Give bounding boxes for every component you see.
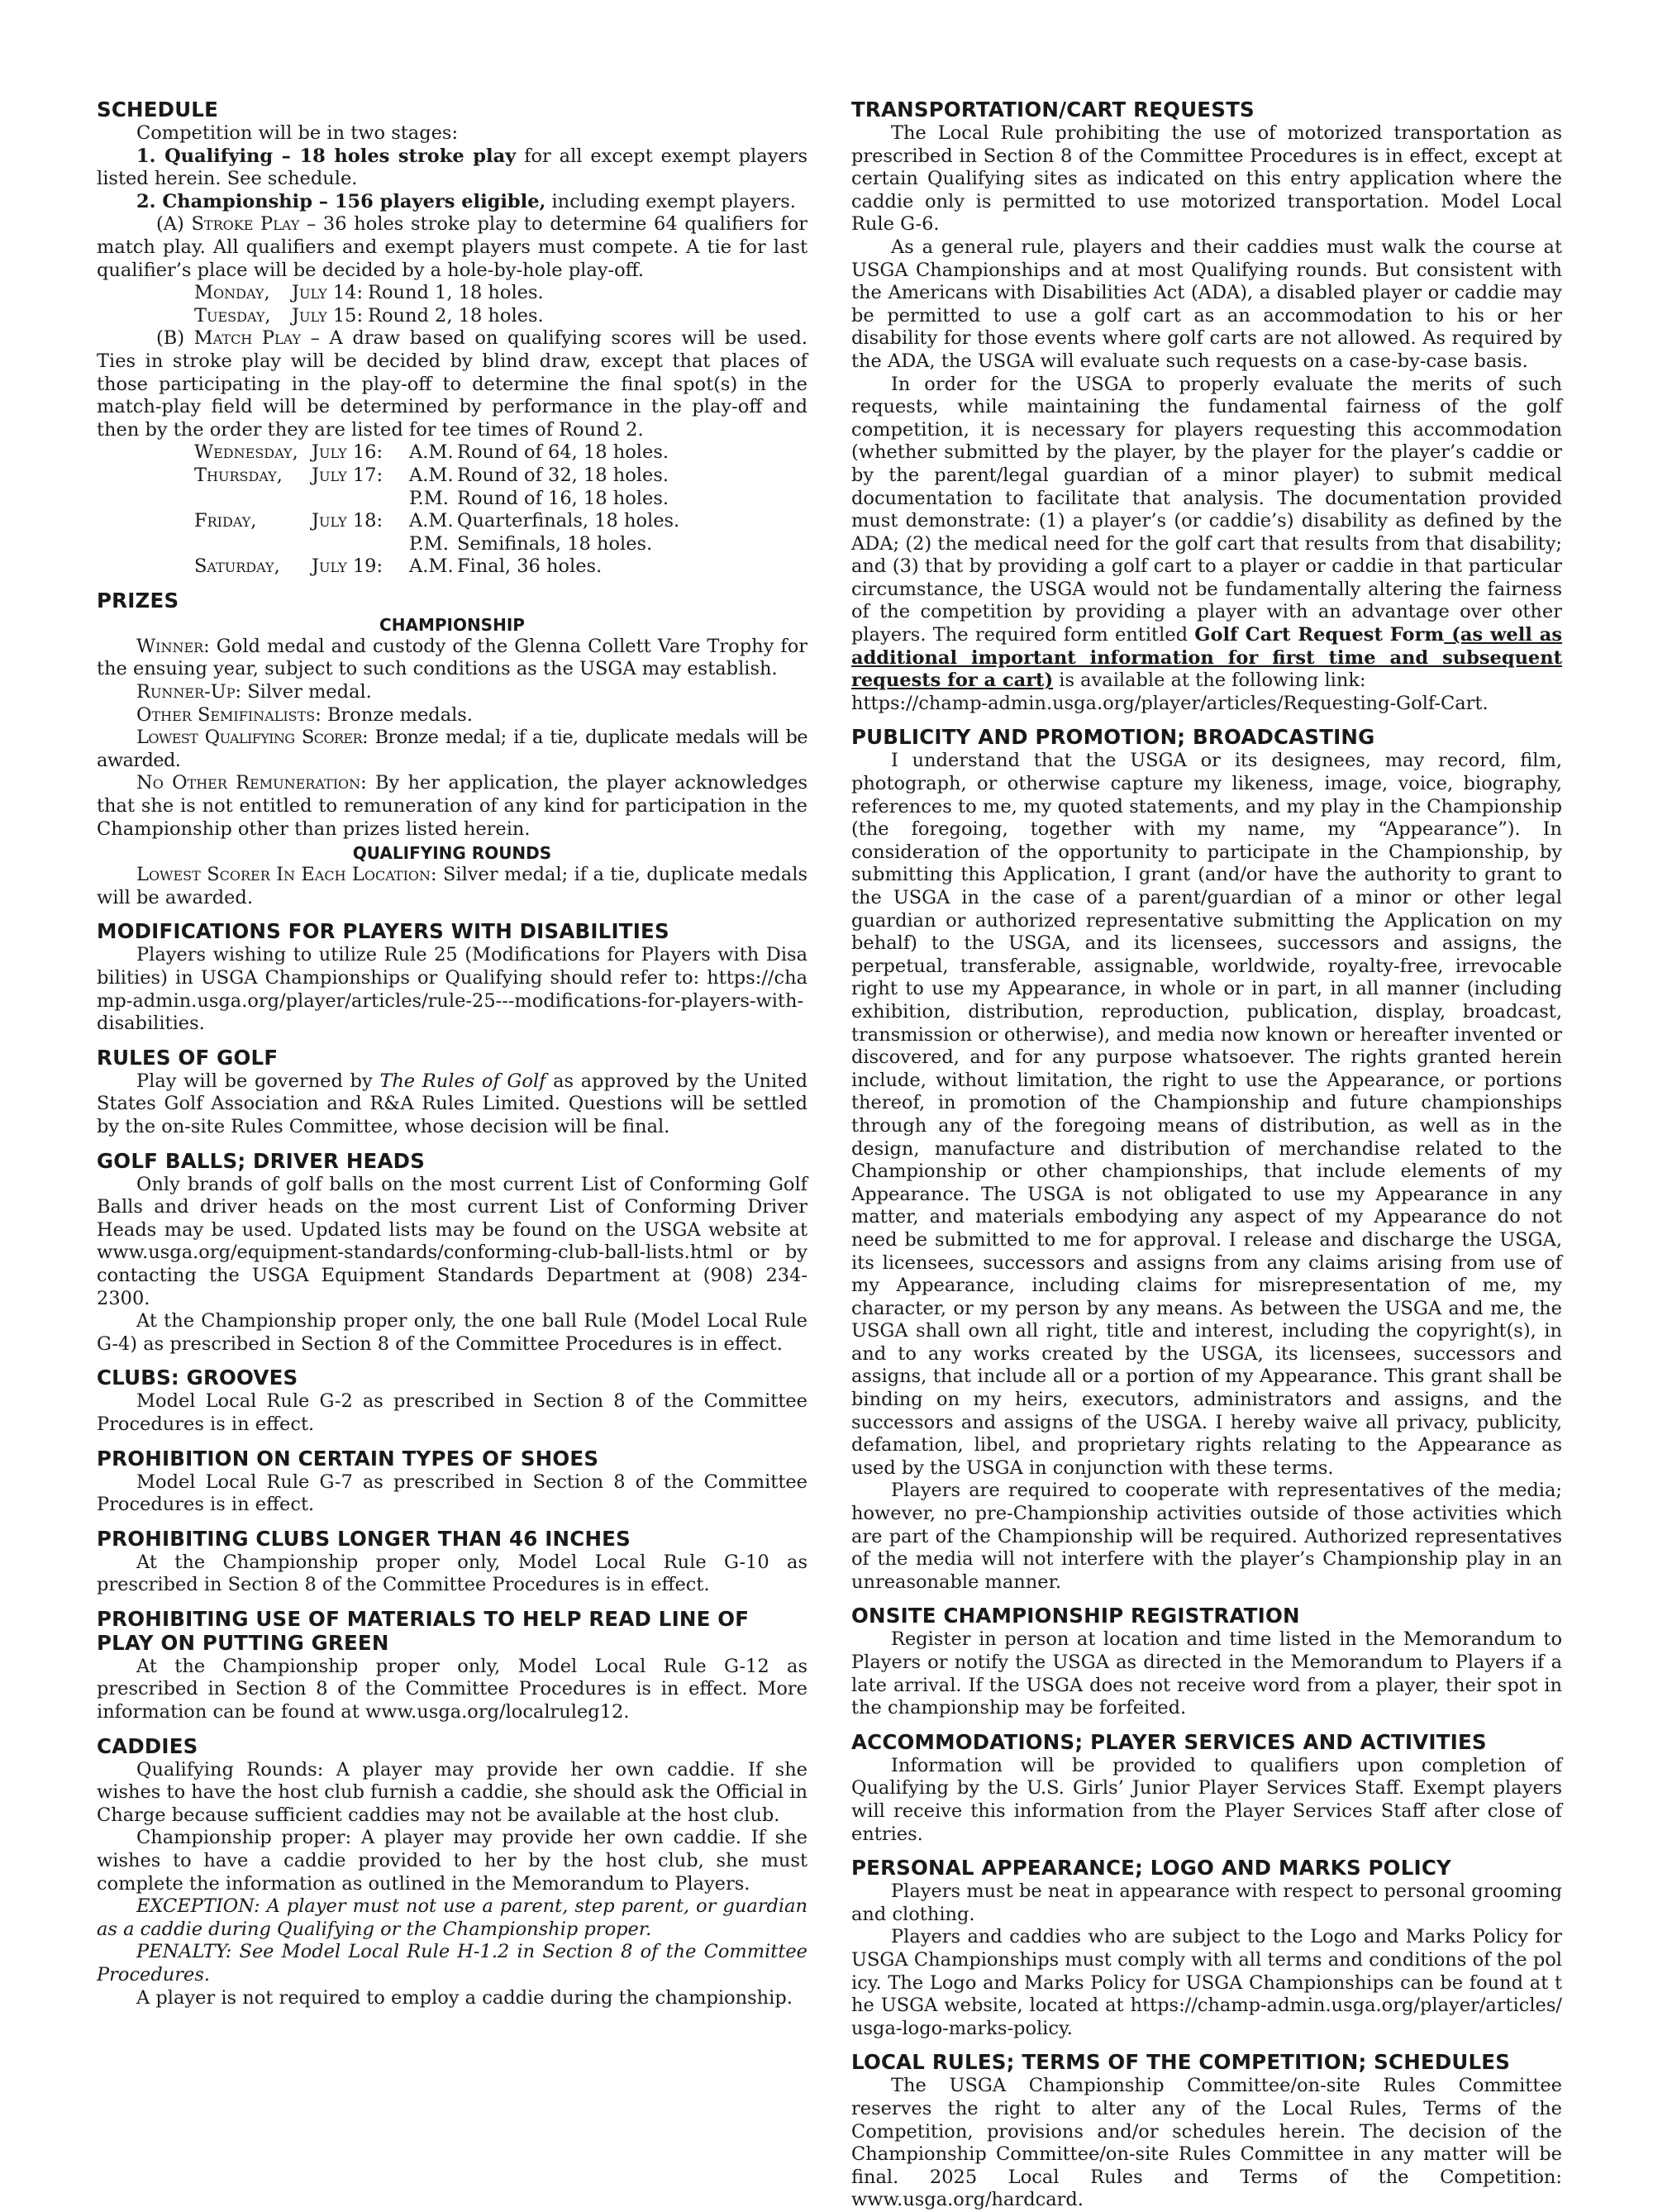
appearance-heading: PERSONAL APPEARANCE; LOGO AND MARKS POLICY xyxy=(851,1856,1451,1881)
golf-cart-url[interactable]: https://champ-admin.usga.org/player/articles/Requesting-Golf-Cart. xyxy=(851,692,1489,714)
grooves-text: Model Local Rule G-2 as prescribed in Section 8 of the Committee Procedures is in effect. xyxy=(97,1390,807,1435)
prize-no-remuneration-text: By her application, the player acknowledges that she is not entitled to remuneration of any kind for participation in the Championship other than prizes listed herein. xyxy=(97,772,807,840)
right-column xyxy=(851,98,1562,2212)
caddies-paragraph-1: Qualifying Rounds: A player may provide her own caddie. If she wishes to have the host club furnish a caddie, she should ask the Official in Charge because sufficient caddies may not be available at the host club. xyxy=(97,1758,807,1826)
schedule-row xyxy=(194,533,679,556)
prize-location-text: Silver medal; if a tie, duplicate medals will be awarded. xyxy=(97,864,807,908)
publicity-paragraph-1: I understand that the USGA or its designees, may record, film, photograph, or otherwise capture my likeness, image, voice, biography, references to me, my quoted statements, and my play in the Championship (the foregoing, together with my name, my “Appearance”). In consideration of the opportunity to participate in the Championship, by submitting this Application, I grant (and/or have the authority to grant to the USGA in the case of a parent/guardian of a minor or other legal guardian or authorized representative submitting the Application on my behalf) to the USGA, and its licensees, successors and assigns, the perpetual, transferable, assignable, worldwide, royalty-free, irrevocable right to use my Appearance, in whole or in part, in all manner (including exhibition, distribution, reproduction, publication, display, broadcast, transmission or otherwise), and media now known or hereafter invented or discovered, and for any purpose whatsoever. The rights granted herein include, without limitation, the right to use the Appearance, or portions thereof, in promotion of the Championship and future championships through any of the foregoing means of distribution, as well as in the design, manufacture and distribution of merchandise related to the Championship or other championships, that include elements of my Appearance. The USGA is not obligated to use my Appearance in any matter, and materials embodying any aspect of my Appearance do not need be submitted to me for approval. I release and discharge the USGA, its licensees, successors and assigns from any claims arising from use of my Appearance, including claims for misrepresentation of me, my character, or my person by any means. As between the USGA and me, the USGA shall own all right, title and interest, including the copyright(s), in and to any works created by the USGA, its licensees, successors and assigns, that include all or a portion of my Appearance. This grant shall be binding on my heirs, executors, administrators and assigns, and the successors and assigns of the USGA. I hereby waive all privacy, publicity, defamation, libel, and proprietary rights relating to the Appearance as used by the USGA in conjunction with these terms. xyxy=(851,750,1562,1479)
prizes-heading: PRIZES xyxy=(97,588,179,613)
schedule-day: Friday, xyxy=(194,510,257,532)
prize-lowest-qualifier-text: Bronze medal; if a tie, duplicate medals will be awarded. xyxy=(97,727,808,771)
shoes-text: Model Local Rule G-7 as prescribed in Section 8 of the Committee Procedures is in effect. xyxy=(97,1471,807,1516)
schedule-date xyxy=(312,533,409,556)
prize-lowest-qualifier xyxy=(97,727,807,772)
modifications-text: Players wishing to utilize Rule 25 (Modifications for Players with Disabilities) in USGA Championships or Qualifying should refer to: https://champ-admin.usga.org/player/articles/rule-25---modifications-for-players-with-disabilities. xyxy=(97,944,807,1035)
match-play-paragraph xyxy=(97,327,807,441)
schedule-date: July 18: xyxy=(312,510,383,532)
prize-semifinalists-label: Other Semifinalists: xyxy=(136,703,322,726)
match-play-text: – A draw based on qualifying scores will be used. Ties in stroke play will be decided by blind draw, except that places of those participating in the play-off to determine the final spot(s) in the match-play field will be determined by performance in the play-off and then by the order they are listed for tee times of Round 2. xyxy=(97,327,807,441)
registration-heading: ONSITE CHAMPIONSHIP REGISTRATION xyxy=(851,1604,1300,1628)
materials-text: At the Championship proper only, Model Local Rule G-12 as prescribed in Section 8 of the Committee Procedures is in effect. More information can be found at www.usga.org/localruleg12. xyxy=(97,1655,807,1723)
stage-1-text: for all except exempt players listed herein. See schedule. xyxy=(97,145,807,190)
rules-text-before: Play will be governed by xyxy=(136,1070,380,1092)
appearance-paragraph-1: Players must be neat in appearance with respect to personal grooming and clothing. xyxy=(851,1881,1562,1925)
left-column xyxy=(97,98,807,2009)
schedule-date: July 14: xyxy=(292,282,364,304)
long-clubs-heading: PROHIBITING CLUBS LONGER THAN 46 INCHES xyxy=(97,1526,631,1551)
local-rules-heading: LOCAL RULES; TERMS OF THE COMPETITION; SCHEDULES xyxy=(851,2050,1511,2075)
schedule-day xyxy=(194,488,312,511)
publicity-paragraph-2: Players are required to cooperate with representatives of the media; however, no pre-Championship activities outside of those activities which are part of the Championship will be required. Authorized representatives of the media will not interfere with the player’s Championship play in an unreasonable manner. xyxy=(851,1480,1562,1593)
schedule-date xyxy=(312,488,409,511)
caddies-paragraph-2: Championship proper: A player may provide her own caddie. If she wishes to have a caddie provided to her by the host club, she must complete the information as outlined in the Memorandum to Players. xyxy=(97,1827,807,1895)
prize-location-label: Lowest Scorer In Each Location: xyxy=(136,864,437,886)
prize-winner xyxy=(97,636,807,681)
publicity-heading: PUBLICITY AND PROMOTION; BROADCASTING xyxy=(851,725,1375,750)
prize-runner-up xyxy=(97,681,807,704)
transport-paragraph-1: The Local Rule prohibiting the use of motorized transportation as prescribed in Section 8 of the Committee Procedures is in effect, except at certain Qualifying sites as indicated on this entry application where the caddie only is permitted to use motorized transportation. Model Local Rule G-6. xyxy=(851,122,1562,236)
match-play-label: (B) Match Play xyxy=(156,327,302,350)
rules-title: The Rules of Golf xyxy=(379,1070,546,1092)
schedule-date: July 15: xyxy=(292,304,364,327)
golf-cart-form-name: Golf Cart Request Form xyxy=(1194,624,1445,646)
transport-paragraph-3-after: is available at the following link: xyxy=(1053,670,1366,692)
caddies-penalty: PENALTY: See Model Local Rule H-1.2 in Section 8 of the Committee Procedures. xyxy=(97,1941,807,1986)
schedule-time: P.M. xyxy=(409,532,449,555)
schedule-event: Round 2, 18 holes. xyxy=(368,304,544,327)
stage-2-text: including exempt players. xyxy=(545,190,796,212)
rules-text xyxy=(97,1070,807,1139)
shoes-heading: PROHIBITION ON CERTAIN TYPES OF SHOES xyxy=(97,1446,599,1471)
prize-semifinalists xyxy=(97,704,807,727)
schedule-time: A.M. xyxy=(409,441,454,464)
appearance-paragraph-2: Players and caddies who are subject to the Logo and Marks Policy for USGA Championships must comply with all terms and conditions of the policy. The Logo and Marks Policy for USGA Championships can be found at the USGA website, located at https://champ-admin.usga.org/player/articles/usga-logo-marks-policy. xyxy=(851,1926,1562,2039)
schedule-row xyxy=(194,510,679,533)
schedule-row xyxy=(194,305,544,328)
schedule-day xyxy=(194,533,312,556)
schedule-time: A.M. xyxy=(409,510,454,532)
accommodations-heading: ACCOMMODATIONS; PLAYER SERVICES AND ACTIVITIES xyxy=(851,1729,1487,1754)
stroke-play-schedule xyxy=(194,282,544,327)
stroke-play-paragraph xyxy=(97,213,807,282)
transport-paragraph-3 xyxy=(851,374,1562,693)
transport-paragraph-2: As a general rule, players and their caddies must walk the course at USGA Championships and at most Qualifying rounds. But consistent with the Americans with Disabilities Act (ADA), a disabled player or caddie may be permitted to use a golf cart as an accommodation to his or her disability for those events where golf carts are not allowed. As required by the ADA, the USGA will evaluate such requests on a case-by-case basis. xyxy=(851,236,1562,372)
schedule-stage-2 xyxy=(97,191,807,214)
schedule-event: Final, 36 holes. xyxy=(457,555,603,578)
schedule-intro: Competition will be in two stages: xyxy=(136,122,459,144)
prize-lowest-qualifier-label: Lowest Qualifying Scorer: xyxy=(136,727,368,749)
stage-2-label: 2. Championship – 156 players eligible, xyxy=(136,190,546,212)
match-play-schedule xyxy=(194,441,679,579)
schedule-row xyxy=(194,488,679,511)
balls-paragraph-1: Only brands of golf balls on the most current List of Conforming Golf Balls and driver heads on the most current List of Conforming Driver Heads may be used. Updated lists may be found on the USGA website at www.usga.org/equipment-standards/conforming-club-ball-lists.html or by contacting the USGA Equipment Standards Department at (908) 234-2300. xyxy=(97,1173,807,1309)
balls-heading: GOLF BALLS; DRIVER HEADS xyxy=(97,1148,426,1173)
transport-paragraph-3-text: In order for the USGA to properly evaluate the merits of such requests, while maintaining the fundamental fairness of the golf competition, it is necessary for players requesting this accommodation (whether submitted by the player, by the player for the player’s caddie or by the parent/legal guardian of a minor player) to submit medical documentation to facilitate that analysis. The documentation provided must demonstrate: (1) a player’s (or caddie’s) disability as defined by the ADA; (2) the medical need for the golf cart that results from that disability; and (3) that by providing a golf cart to a player or caddie in that particular circumstance, the USGA would not be fundamentally altering the fairness of the competition by providing a player with an advantage over other players. The required form entitled xyxy=(851,373,1562,646)
schedule-event: Semifinals, 18 holes. xyxy=(457,532,653,555)
accommodations-text: Information will be provided to qualifiers upon completion of Qualifying by the U.S. Girls’ Junior Player Services Staff. Exempt players will receive this information from the Player Services Staff after close of entries. xyxy=(851,1754,1562,1845)
schedule-row xyxy=(194,441,679,465)
schedule-day: Monday, xyxy=(194,282,270,304)
stage-1-label: 1. Qualifying – 18 holes stroke play xyxy=(136,145,517,167)
schedule-time: P.M. xyxy=(409,487,449,509)
schedule-event: Round of 64, 18 holes. xyxy=(457,441,669,464)
schedule-day: Tuesday, xyxy=(194,304,271,327)
schedule-row xyxy=(194,555,679,579)
prize-runner-up-text: Silver medal. xyxy=(241,681,372,703)
caddies-exception: EXCEPTION: A player must not use a parent, step parent, or guardian as a caddie during Qualifying or the Championship proper. xyxy=(97,1895,807,1940)
schedule-date: July 19: xyxy=(312,555,383,578)
championship-subheading: CHAMPIONSHIP xyxy=(379,614,525,635)
prize-no-remuneration-label: No Other Remuneration: xyxy=(136,772,367,794)
stroke-play-label: (A) Stroke Play xyxy=(156,213,300,236)
stroke-play-text: – 36 holes stroke play to determine 64 qualifiers for match play. All qualifiers and exempt players must compete. A tie for last qualifier’s place will be decided by a hole-by-hole play-off. xyxy=(97,213,807,281)
prize-winner-label: Winner: xyxy=(136,635,210,657)
prize-semifinalists-text: Bronze medals. xyxy=(321,703,474,726)
schedule-heading: SCHEDULE xyxy=(97,98,219,122)
qualifying-rounds-subheading: QUALIFYING ROUNDS xyxy=(352,843,552,864)
caddies-heading: CADDIES xyxy=(97,1733,198,1758)
schedule-event: Round 1, 18 holes. xyxy=(368,282,544,304)
golf-cart-form-link[interactable]: (as well as additional important information for first time and subsequent requests for a cart) xyxy=(851,624,1563,692)
schedule-time: A.M. xyxy=(409,464,454,486)
schedule-row xyxy=(194,282,544,305)
prize-location xyxy=(97,864,807,909)
schedule-event: Quarterfinals, 18 holes. xyxy=(457,510,680,532)
prize-runner-up-label: Runner-Up: xyxy=(136,681,242,703)
schedule-date: July 17: xyxy=(312,464,383,486)
balls-paragraph-2: At the Championship proper only, the one ball Rule (Model Local Rule G-4) as prescribed in Section 8 of the Committee Procedures is in effect. xyxy=(97,1310,807,1355)
schedule-event: Round of 16, 18 holes. xyxy=(457,487,669,509)
prize-winner-text: Gold medal and custody of the Glenna Collett Vare Trophy for the ensuing year, subject to such conditions as the USGA may establish. xyxy=(97,635,807,680)
schedule-day: Wednesday, xyxy=(194,441,298,464)
schedule-row xyxy=(194,465,679,488)
registration-text: Register in person at location and time listed in the Memorandum to Players or notify the USGA as directed in the Memorandum to Players if a late arrival. If the USGA does not receive word from a player, their spot in the championship may be forfeited. xyxy=(851,1628,1562,1719)
schedule-event: Round of 32, 18 holes. xyxy=(457,464,669,486)
schedule-stage-1 xyxy=(97,145,807,191)
rules-text-after: as approved by the United States Golf Association and R&A Rules Limited. Questions will be settled by the on-site Rules Committee, whose decision will be final. xyxy=(97,1070,807,1137)
schedule-time: A.M. xyxy=(409,555,454,578)
schedule-day: Saturday, xyxy=(194,555,280,578)
transport-heading: TRANSPORTATION/CART REQUESTS xyxy=(851,98,1255,122)
local-rules-text: The USGA Championship Committee/on-site Rules Committee reserves the right to alter any of the Local Rules, Terms of the Competition, provisions and/or schedules herein. The decision of the Championship Committee/on-site Rules Committee in any matter will be final. 2025 Local Rules and Terms of the Competition: www.usga.org/hardcard. xyxy=(851,2075,1562,2211)
materials-heading: PROHIBITING USE OF MATERIALS TO HELP READ LINE OF PLAY ON PUTTING GREEN xyxy=(97,1606,750,1655)
rules-heading: RULES OF GOLF xyxy=(97,1045,279,1070)
modifications-heading: MODIFICATIONS FOR PLAYERS WITH DISABILITIES xyxy=(97,919,669,944)
grooves-heading: CLUBS: GROOVES xyxy=(97,1366,298,1390)
long-clubs-text: At the Championship proper only, Model Local Rule G-10 as prescribed in Section 8 of the Committee Procedures is in effect. xyxy=(97,1551,807,1596)
prize-no-remuneration xyxy=(97,772,807,841)
schedule-date: July 16: xyxy=(312,441,383,464)
caddies-paragraph-3: A player is not required to employ a caddie during the championship. xyxy=(136,1986,793,2009)
schedule-day: Thursday, xyxy=(194,464,283,486)
